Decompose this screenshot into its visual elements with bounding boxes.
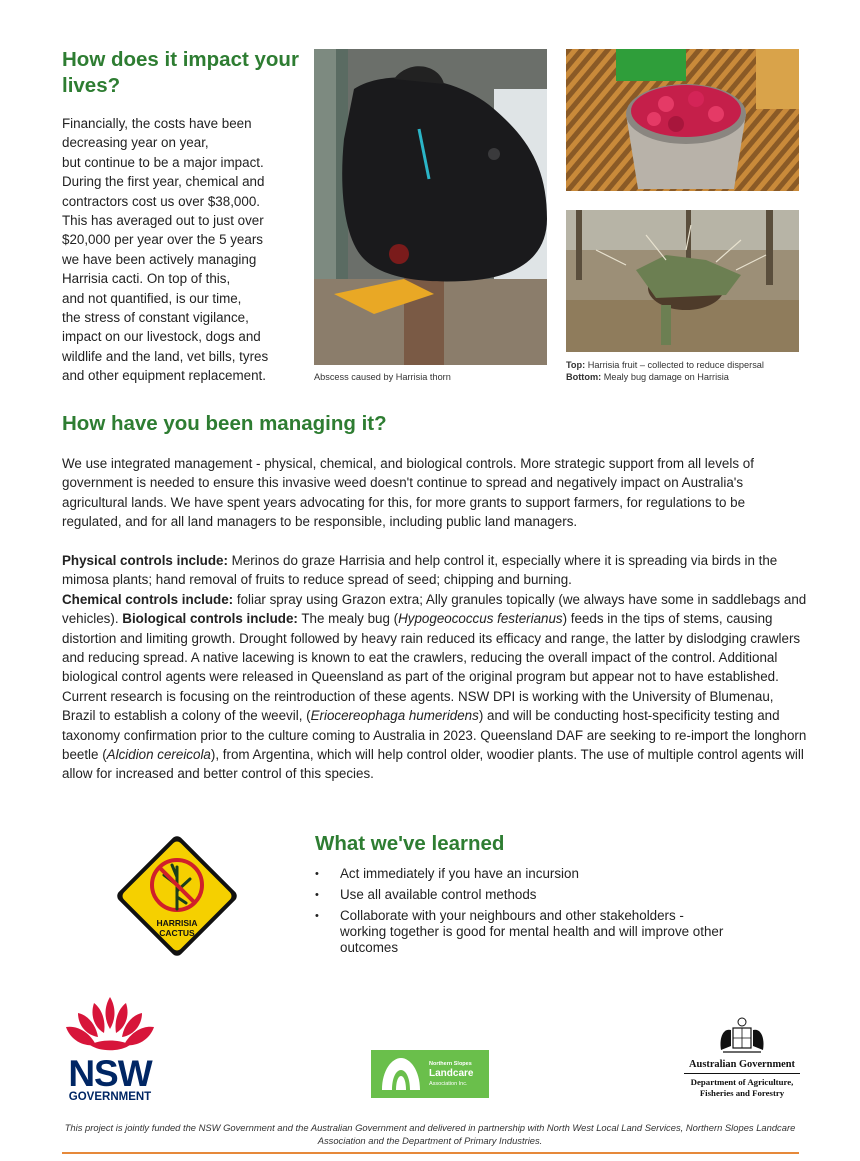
- learned-item: • Act immediately if you have an incursion: [315, 866, 755, 882]
- cow-photo: [314, 49, 547, 365]
- landcare-line-3: Association Inc.: [429, 1081, 468, 1087]
- landcare-hands-icon: [380, 1056, 422, 1092]
- bio-species-beetle: Alcidion cereicola: [106, 747, 211, 763]
- sign-line-1: HARRISIA: [156, 918, 198, 928]
- chemical-biological-controls: [62, 590, 807, 784]
- bio-text-2: ) feeds in the tips of stems, causing distortion and limiting growth. Drought followed by heavy rain reduced its efficacy and range, the latter by dislodging crawlers and reducing spread. A native lacewing is known to eat the crawlers, reducing the overall impact of the control. Additional biological control agents were released in Queensland as part of the original program but appear not to have established. Current research is focusing on the reintroduction of these agents. NSW DPI is working with the University of Blumenau, Brazil to establish a colony of the weevil, (: [62, 611, 801, 724]
- physical-controls-text: Merinos do graze Harrisia and help control it, especially where it is spreading via birds in the mimosa plants; hand removal of fruits to reduce spread of seed; chipping and burning.: [62, 553, 778, 588]
- bio-species-mealy-bug: Hypogeococcus festerianus: [398, 611, 563, 627]
- harrisia-fruit-photo: [566, 49, 799, 191]
- chemical-controls-label: Chemical controls include:: [62, 591, 234, 607]
- controls-paragraph: [62, 551, 807, 784]
- caption-bottom-text: Mealy bug damage on Harrisia: [601, 372, 729, 382]
- nsw-logo-subtext: GOVERNMENT: [68, 1091, 152, 1103]
- mealy-bug-damage-photo: [566, 210, 799, 352]
- nsw-logo-text: NSW: [68, 1053, 152, 1094]
- landcare-logo: [371, 1050, 489, 1098]
- bio-text-4: ), from Argentina, which will help control older, woodier plants. The use of multiple control agents will allow for increased and better control of this species.: [62, 747, 804, 782]
- caption-top-label: Top:: [566, 360, 586, 370]
- aus-government-title: Australian Government: [689, 1059, 795, 1070]
- biological-controls-label: Biological controls include:: [122, 611, 298, 627]
- right-photos-caption: [566, 359, 806, 383]
- learned-list: [315, 866, 755, 961]
- physical-controls: [62, 551, 807, 590]
- bio-species-weevil: Eriocereophaga humeridens: [310, 708, 479, 724]
- waratah-flower-icon: [60, 995, 160, 1053]
- cow-photo-caption: Abscess caused by Harrisia thorn: [314, 372, 451, 382]
- aus-department-line-2: Fisheries and Forestry: [699, 1088, 785, 1098]
- aus-department-line-1: Department of Agriculture,: [690, 1077, 794, 1087]
- bio-text-1: The mealy bug (: [297, 611, 399, 627]
- managing-heading: How have you been managing it?: [62, 412, 387, 435]
- impact-paragraph: Financially, the costs have been decreasing year on year, but continue to be a major impact. During the first year, chemical and contractors cost us over $38,000. This has averaged out to just over $20,000 per year over the 5 years we have been actively managing Harrisia cacti. On top of this, and not quantified, is our time, the stress of constant vigilance, impact on our livestock, dogs and wildlife and the land, vet bills, tyres and other equipment replacement.: [62, 116, 269, 384]
- footer-divider: [62, 1152, 799, 1154]
- learned-heading: What we've learned: [315, 832, 505, 855]
- harrisia-cactus-warning-sign: [114, 833, 240, 959]
- landcare-line-2: Landcare: [429, 1068, 474, 1079]
- chemical-controls-text: foliar spray using Grazon extra; Ally granules topically (we always have some in saddlebags and vehicles).: [62, 591, 807, 627]
- physical-controls-label: Physical controls include:: [62, 553, 228, 568]
- aus-logo-divider: [684, 1073, 800, 1074]
- landcare-line-1: Northern Slopes: [429, 1061, 472, 1067]
- funding-statement: This project is jointly funded the NSW Government and the Australian Government and delivered in partnership with North West Local Land Services, Northern Slopes Landcare Association and the Department of Primary Industries.: [64, 1122, 796, 1146]
- australian-government-logo: [680, 1016, 804, 1106]
- bio-text-3: ) and will be conducting host-specificity testing and taxonomy confirmation prior to the culture coming to Australia in 2023. Queensland DAF are seeking to re-import the longhorn beetle (: [62, 708, 807, 763]
- caption-top-text: Harrisia fruit – collected to reduce dispersal: [585, 360, 764, 370]
- impact-heading: How does it impact your lives?: [62, 48, 299, 97]
- caption-bottom-label: Bottom:: [566, 372, 602, 382]
- nsw-government-logo: [60, 995, 160, 1101]
- sign-line-2: CACTUS: [159, 928, 195, 938]
- coat-of-arms-icon: [715, 1016, 769, 1056]
- managing-intro: We use integrated management - physical, chemical, and biological controls. More strategic support from all levels of government is needed to ensure this invasive weed doesn't continue to spread and negatively impact on Australia's agricultural lands. We have spent years advocating for this, for more grants to support farmers, for regulations to be regulated, and for all land managers to be responsible, including public land managers.: [62, 456, 754, 530]
- learned-item: • Collaborate with your neighbours and other stakeholders - working together is good for mental health and will improve other outcomes: [315, 908, 755, 956]
- learned-item: • Use all available control methods: [315, 887, 755, 903]
